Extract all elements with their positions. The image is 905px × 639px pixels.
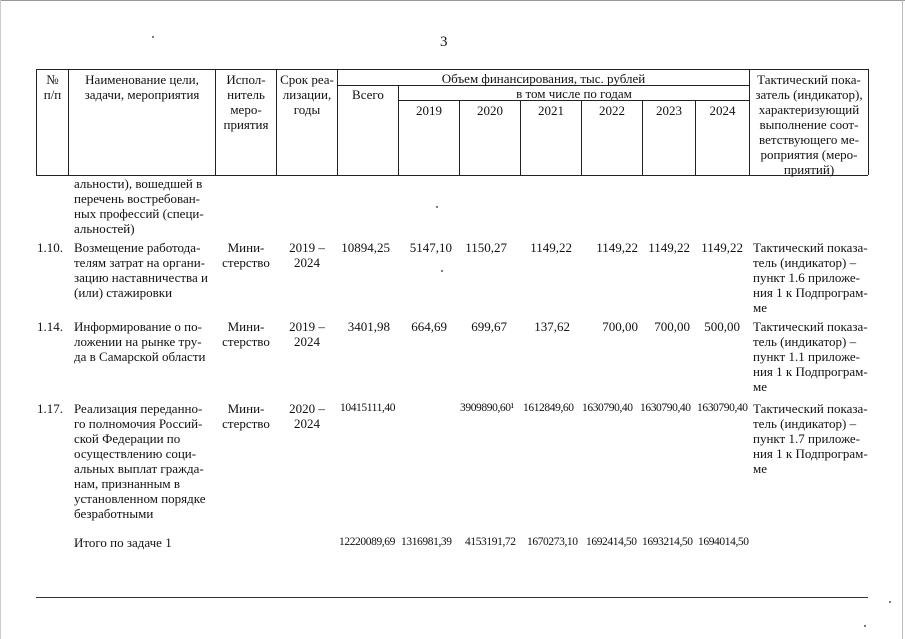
col-border-right: [868, 69, 869, 175]
row-1-14-term: 2019 – 2024: [289, 319, 325, 349]
header-term: Срок реа- лизации, годы: [280, 72, 334, 117]
scan-speck: [864, 625, 866, 627]
row-1-14-2021: 137,62: [534, 319, 570, 334]
row-1-17-name: Реализация переданно- го полномочия Россий- ской Федерации по осуществлению соци- альных выплат гражда- нам, признанным в установленном порядке безработными: [74, 401, 206, 521]
row-1-14-indicator: Тактический показа- тель (индикатор) – пункт 1.1 приложе- ния 1 к Подпрограм- ме: [753, 319, 868, 394]
row-1-17-executor: Мини- стерство: [222, 401, 270, 431]
row-1-10-2024: 1149,22: [701, 240, 743, 255]
row-1-14-executor: Мини- стерство: [222, 319, 270, 349]
summary-2023: 1693214,50: [642, 536, 693, 548]
header-indicator: Тактический пока- затель (индикатор), характеризующий выполнение соот- ветствующего ме- роприятия (меро- приятий): [755, 72, 863, 177]
row-1-10-num: 1.10.: [37, 240, 63, 255]
scan-speck: [889, 601, 891, 603]
row-1-17-2023: 1630790,40: [640, 402, 691, 414]
header-financing: Объем финансирования, тыс. рублей: [441, 71, 646, 86]
header-executor: Испол- нитель меро- приятия: [223, 72, 269, 132]
row-1-17-2024: 1630790,40: [697, 402, 748, 414]
summary-label: Итого по задаче 1: [74, 535, 172, 550]
table-top-border: [36, 69, 868, 70]
row-1-17-term: 2020 – 2024: [289, 401, 325, 431]
summary-total: 12220089,69: [339, 536, 395, 548]
summary-2022: 1692414,50: [586, 536, 637, 548]
row-1-10-2019: 5147,10: [409, 240, 452, 255]
row-1-10-term: 2019 – 2024: [289, 240, 325, 270]
summary-2020: 4153191,72: [465, 536, 516, 548]
row-1-14-2019: 664,69: [411, 319, 447, 334]
scan-speck: [436, 206, 438, 208]
row-1-14-total: 3401,98: [347, 319, 390, 334]
row-1-14-num: 1.14.: [37, 319, 63, 334]
row-1-10-2020: 1150,27: [465, 240, 507, 255]
row-1-10-total: 10894,25: [341, 240, 390, 255]
header-year-2023: 2023: [656, 103, 682, 118]
row-1-10-2021: 1149,22: [530, 240, 572, 255]
header-year-2020: 2020: [477, 103, 503, 118]
header-total: Всего: [352, 87, 384, 102]
row-1-17-total: 10415111,40: [340, 402, 396, 414]
header-year-2019: 2019: [416, 103, 442, 118]
summary-2021: 1670273,10: [527, 536, 578, 548]
row-1-10-indicator: Тактический показа- тель (индикатор) – пункт 1.6 приложе- ния 1 к Подпрограм- ме: [753, 240, 868, 315]
page-number: 3: [440, 34, 448, 50]
header-year-2024: 2024: [709, 103, 736, 118]
row-1-14-2024: 500,00: [704, 319, 740, 334]
row-1-14-2020: 699,67: [471, 319, 507, 334]
header-num: № п/п: [43, 72, 62, 102]
row-1-14-2022: 700,00: [602, 319, 638, 334]
header-by-years: в том числе по годам: [516, 86, 632, 101]
scan-top-edge: [0, 0, 905, 1]
row-1-17-num: 1.17.: [37, 401, 63, 416]
row-1-10-2022: 1149,22: [596, 240, 638, 255]
scan-right-edge: [902, 0, 903, 639]
scan-speck: [152, 36, 154, 38]
row-1-17-2020: 3909890,60¹: [460, 402, 514, 414]
continuation-text: альности), вошедшей в перечень востребован- ных профессий (специ- альностей): [74, 176, 204, 236]
row-1-17-indicator: Тактический показа- тель (индикатор) – пункт 1.7 приложе- ния 1 к Подпрограм- ме: [753, 401, 868, 476]
summary-2019: 1316981,39: [401, 536, 452, 548]
row-1-14-name: Информирование о по- ложении на рынке тру- да в Самарской области: [74, 319, 206, 364]
row-1-17-2022: 1630790,40: [582, 402, 633, 414]
scan-left-edge: [0, 0, 1, 639]
row-1-14-2023: 700,00: [654, 319, 690, 334]
row-1-10-2023: 1149,22: [648, 240, 690, 255]
header-name: Наименование цели, задачи, мероприятия: [84, 72, 200, 102]
header-year-2021: 2021: [538, 103, 564, 118]
header-year-2022: 2022: [599, 103, 625, 118]
row-1-10-executor: Мини- стерство: [222, 240, 270, 270]
table-bottom-line: [36, 597, 868, 598]
row-1-17-2021: 1612849,60: [523, 402, 574, 414]
row-1-10-name: Возмещение работода- телям затрат на органи- зацию наставничества и (или) стажировки: [74, 240, 208, 300]
summary-2024: 1694014,50: [698, 536, 749, 548]
scan-speck: [441, 270, 443, 272]
